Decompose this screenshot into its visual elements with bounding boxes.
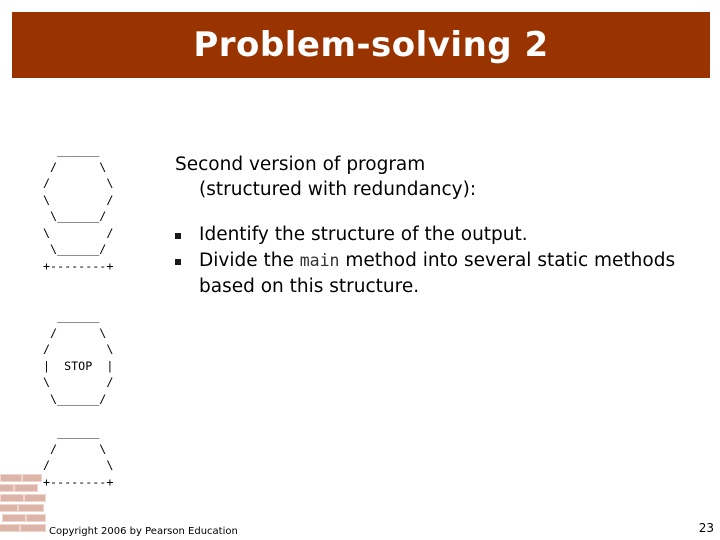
bullet-item	[175, 248, 695, 300]
copyright-footer: Copyright 2006 by Pearson Education	[49, 526, 238, 537]
brick-decoration	[0, 470, 48, 540]
page-number: 23	[698, 521, 714, 535]
slide-content	[175, 152, 695, 300]
ascii-art-figure-1: ______ / \ / \ \ / \______/ \ / \______/ +--------+	[43, 143, 114, 273]
ascii-art-stop-sign: ______ / \ / \ | STOP | \ / \______/	[43, 309, 114, 406]
bullet-list	[175, 222, 695, 300]
bullet-text: Identify the structure of the output.	[199, 224, 528, 245]
slide-title: Problem-solving 2	[193, 25, 549, 65]
ascii-art-figure-3: ______ / \ / \ +--------+	[43, 425, 114, 489]
bullet-item	[175, 222, 695, 248]
intro-line-1: Second version of program	[175, 154, 426, 175]
square-bullet-icon	[175, 259, 181, 265]
intro-text	[175, 152, 695, 202]
square-bullet-icon	[175, 233, 181, 239]
intro-line-2: (structured with redundancy):	[199, 179, 477, 200]
title-bar	[12, 12, 710, 78]
code-main: main	[299, 251, 340, 270]
bullet-text-after: method into several static methods based on this structure.	[199, 250, 676, 297]
bullet-text-before: Divide the	[199, 250, 300, 271]
